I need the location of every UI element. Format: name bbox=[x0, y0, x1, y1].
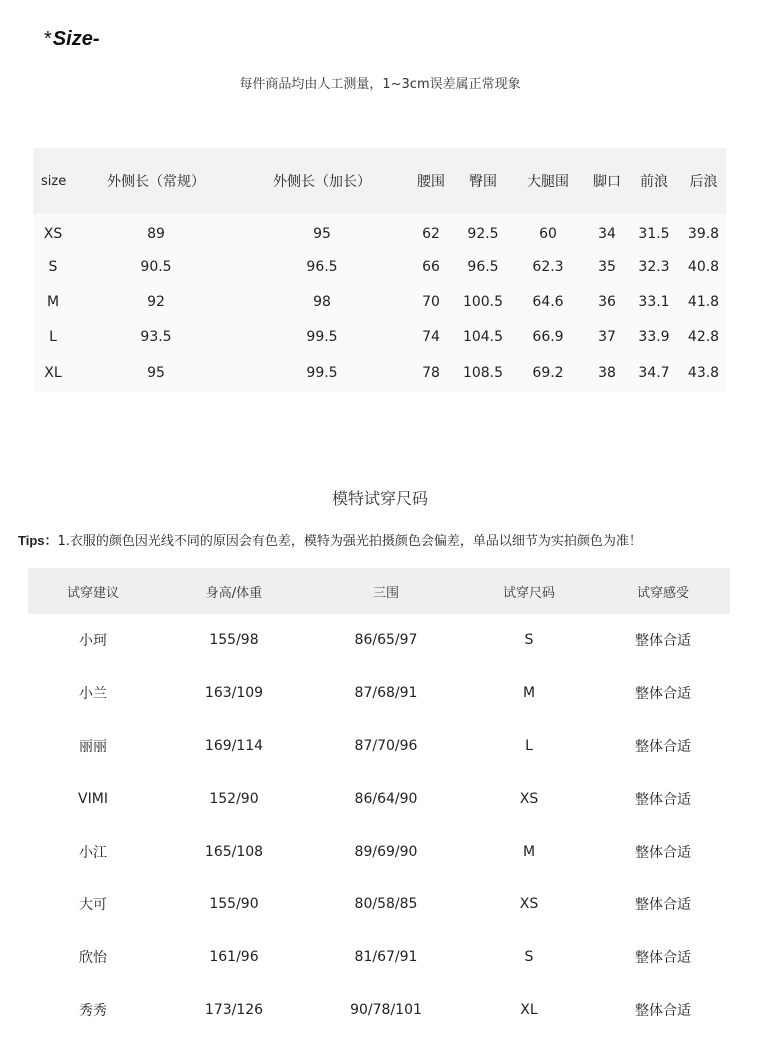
size-header-cell: size bbox=[41, 173, 67, 189]
fitting-feeling: 整体合适 bbox=[635, 686, 691, 703]
size-cell: 62.3 bbox=[532, 258, 564, 275]
size-cell: 43.8 bbox=[687, 365, 720, 381]
size-header-cell: 外侧长（常规） bbox=[107, 174, 205, 190]
size-cell: 78 bbox=[422, 365, 440, 381]
height-weight: 155/98 bbox=[209, 632, 259, 649]
size-cell: 99.5 bbox=[306, 365, 338, 381]
size-cell: XL bbox=[44, 365, 62, 381]
size-cell: M bbox=[46, 293, 60, 310]
size-cell: 95 bbox=[147, 365, 165, 381]
size-cell: 34 bbox=[598, 225, 616, 242]
size-cell: 31.5 bbox=[638, 225, 670, 242]
size-cell: 104.5 bbox=[462, 328, 504, 345]
measurements: 81/67/91 bbox=[354, 949, 418, 966]
size-cell: 42.8 bbox=[687, 328, 720, 345]
measurements: 80/58/85 bbox=[354, 896, 418, 913]
table-row bbox=[28, 984, 730, 1037]
size-cell: 41.8 bbox=[687, 293, 720, 310]
size-header-cell: 大腿围 bbox=[527, 174, 569, 190]
fitting-header-cell: 试穿尺码 bbox=[502, 585, 555, 601]
tips-text: 1.衣服的颜色因光线不同的原因会有色差，模特为强光拍摄颜色会偏差，单品以细节为实拍颜色为准！ bbox=[57, 534, 642, 549]
size-cell: 69.2 bbox=[532, 365, 564, 381]
size-heading-text: Size- bbox=[52, 28, 100, 50]
fitting-feeling: 整体合适 bbox=[635, 738, 691, 755]
size-cell: 64.6 bbox=[532, 293, 564, 310]
fitting-table-header bbox=[28, 568, 730, 614]
asterisk: * bbox=[44, 28, 52, 50]
size-cell: 93.5 bbox=[140, 328, 172, 345]
measurement-note: 每件商品均由人工测量，1~3cm误差属正常现象 bbox=[239, 77, 521, 92]
size-cell: 108.5 bbox=[462, 365, 504, 381]
table-row bbox=[33, 214, 726, 249]
model-name: VIMI bbox=[78, 790, 108, 807]
size-cell: XS bbox=[43, 225, 63, 242]
model-name: 小兰 bbox=[79, 686, 107, 703]
size-header-cell: 臀围 bbox=[469, 174, 497, 190]
size-header-cell: 腰围 bbox=[417, 174, 445, 190]
size-cell: 74 bbox=[422, 328, 440, 345]
model-name: 欣怡 bbox=[79, 950, 107, 967]
height-weight: 173/126 bbox=[204, 1001, 264, 1018]
table-row bbox=[33, 284, 726, 319]
fitting-size: M bbox=[522, 685, 536, 702]
size-cell: 38 bbox=[598, 365, 616, 381]
table-row bbox=[28, 772, 730, 825]
fitting-feeling: 整体合适 bbox=[635, 1002, 691, 1019]
size-header-cell: 外侧长（加长） bbox=[273, 174, 371, 190]
fitting-size: XS bbox=[519, 790, 539, 807]
size-table bbox=[33, 148, 726, 392]
fitting-header-cell: 三围 bbox=[372, 585, 399, 601]
measurements: 86/65/97 bbox=[354, 632, 418, 649]
height-weight: 165/108 bbox=[204, 843, 264, 860]
table-row bbox=[28, 931, 730, 984]
table-row bbox=[28, 667, 730, 720]
size-cell: 66.9 bbox=[532, 328, 564, 345]
fitting-title: 模特试穿尺码 bbox=[331, 489, 428, 508]
table-row bbox=[28, 614, 730, 667]
model-name: 小珂 bbox=[79, 633, 107, 650]
fitting-feeling: 整体合适 bbox=[635, 950, 691, 967]
fitting-feeling: 整体合适 bbox=[635, 897, 691, 914]
size-cell: 34.7 bbox=[638, 365, 670, 381]
size-cell: 98 bbox=[313, 293, 331, 310]
fitting-table bbox=[28, 568, 730, 1036]
table-row bbox=[33, 319, 726, 354]
size-cell: L bbox=[49, 328, 57, 345]
fitting-size: S bbox=[524, 632, 534, 649]
measurements: 89/69/90 bbox=[354, 843, 418, 860]
size-cell: 60 bbox=[539, 225, 557, 242]
fitting-size: L bbox=[525, 737, 533, 754]
measurements: 87/68/91 bbox=[354, 685, 418, 702]
size-cell: 35 bbox=[598, 258, 616, 275]
fitting-header-cell: 身高/体重 bbox=[205, 585, 263, 601]
table-row bbox=[33, 249, 726, 284]
height-weight: 161/96 bbox=[209, 949, 259, 966]
size-cell: 33.1 bbox=[638, 293, 670, 310]
size-table-header bbox=[33, 148, 726, 214]
tips-label: Tips： bbox=[18, 533, 58, 548]
table-row bbox=[28, 825, 730, 878]
size-cell: 90.5 bbox=[140, 258, 172, 275]
size-cell: 62 bbox=[422, 225, 440, 242]
size-cell: 96.5 bbox=[467, 258, 499, 275]
height-weight: 152/90 bbox=[209, 790, 259, 807]
table-row bbox=[28, 720, 730, 773]
fitting-header-cell: 试穿感受 bbox=[636, 585, 689, 601]
size-heading bbox=[44, 28, 99, 51]
model-name: 大可 bbox=[79, 897, 107, 914]
size-cell: 70 bbox=[422, 293, 440, 310]
height-weight: 155/90 bbox=[209, 896, 259, 913]
fitting-feeling: 整体合适 bbox=[635, 633, 691, 650]
size-cell: 66 bbox=[422, 258, 440, 275]
size-header-cell: 脚口 bbox=[593, 174, 621, 190]
fitting-size: S bbox=[524, 949, 534, 966]
model-name: 秀秀 bbox=[79, 1002, 107, 1019]
size-cell: 96.5 bbox=[306, 258, 338, 275]
fitting-size: XL bbox=[520, 1001, 538, 1018]
size-cell: 92 bbox=[147, 293, 165, 310]
measurements: 90/78/101 bbox=[350, 1001, 422, 1018]
fitting-header-cell: 试穿建议 bbox=[66, 585, 119, 601]
table-row bbox=[33, 354, 726, 392]
size-header-cell: 后浪 bbox=[689, 174, 718, 190]
size-cell: 40.8 bbox=[687, 258, 720, 275]
model-name: 丽丽 bbox=[79, 738, 107, 755]
tips-line bbox=[18, 530, 642, 549]
fitting-feeling: 整体合适 bbox=[635, 791, 691, 808]
measurements: 87/70/96 bbox=[354, 737, 418, 754]
fitting-size: XS bbox=[519, 896, 539, 913]
size-cell: 33.9 bbox=[638, 328, 670, 345]
height-weight: 163/109 bbox=[204, 685, 264, 702]
table-row bbox=[28, 878, 730, 931]
size-cell: 100.5 bbox=[462, 293, 504, 310]
size-header-cell: 前浪 bbox=[640, 174, 668, 190]
measurements: 86/64/90 bbox=[354, 790, 418, 807]
size-cell: 32.3 bbox=[638, 258, 670, 275]
size-cell: 92.5 bbox=[467, 225, 499, 242]
height-weight: 169/114 bbox=[204, 737, 264, 754]
fitting-size: M bbox=[522, 843, 536, 860]
size-cell: 39.8 bbox=[687, 225, 720, 242]
size-cell: 95 bbox=[313, 225, 331, 242]
size-cell: S bbox=[48, 258, 58, 275]
model-name: 小江 bbox=[79, 844, 107, 861]
size-cell: 37 bbox=[598, 328, 616, 345]
size-cell: 89 bbox=[147, 225, 165, 242]
size-cell: 36 bbox=[598, 293, 616, 310]
fitting-feeling: 整体合适 bbox=[635, 844, 691, 861]
size-cell: 99.5 bbox=[306, 328, 338, 345]
